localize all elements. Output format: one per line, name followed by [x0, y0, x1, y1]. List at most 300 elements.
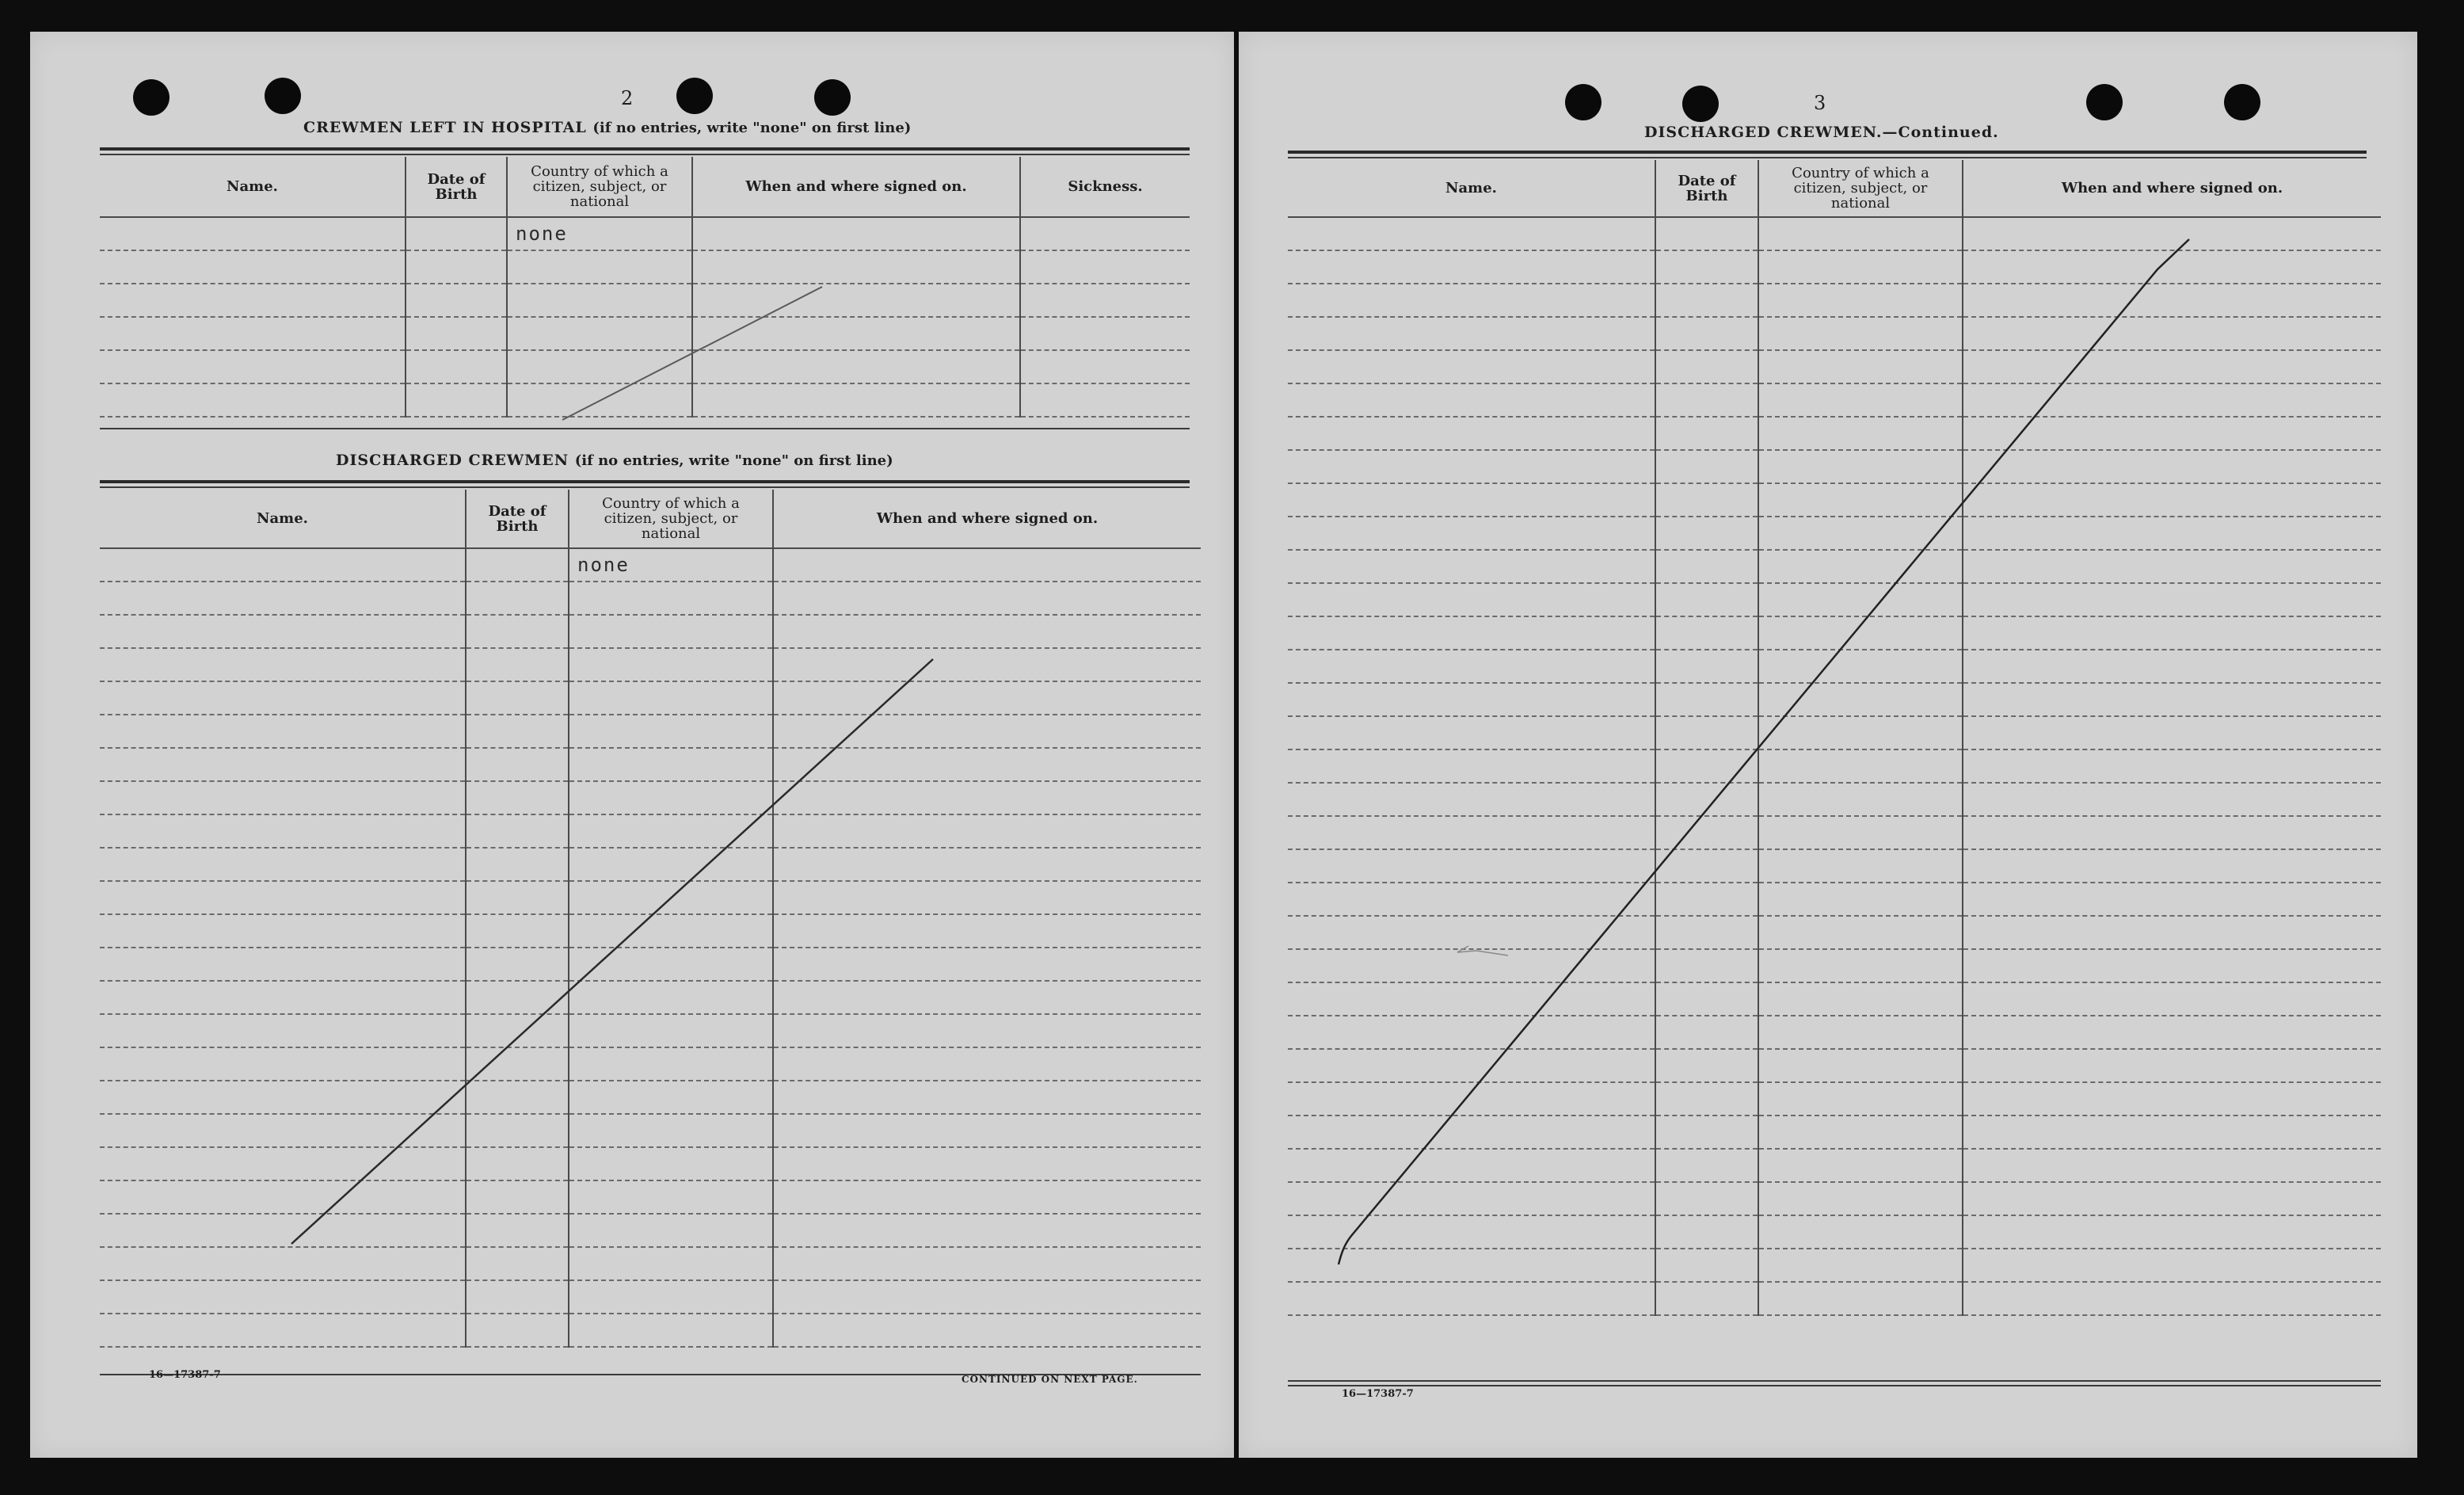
cell [1758, 417, 1963, 450]
cell [773, 582, 1201, 615]
cell [1288, 1016, 1655, 1049]
cell [100, 1047, 466, 1081]
col-dob-header: Date of Birth [406, 157, 507, 217]
cell [773, 814, 1201, 848]
table-row [1288, 716, 2381, 749]
cell [1020, 383, 1190, 417]
cell [1655, 317, 1758, 350]
table-row [100, 317, 1190, 350]
cell [1288, 550, 1655, 583]
table-row [1288, 483, 2381, 517]
cell [1655, 683, 1758, 716]
cell [773, 948, 1201, 981]
table-row [1288, 1182, 2381, 1215]
cell [100, 1147, 466, 1180]
cell [1963, 1215, 2381, 1249]
table-row [1288, 284, 2381, 317]
table-row [1288, 816, 2381, 849]
cell [1758, 583, 1963, 616]
cell [1655, 849, 1758, 883]
table-row [100, 681, 1201, 715]
cell [100, 317, 406, 350]
punch-hole [676, 78, 713, 114]
cell [569, 1314, 773, 1347]
table-row [100, 1180, 1201, 1214]
table-row [100, 1147, 1201, 1180]
table-row [100, 615, 1201, 648]
cell [1655, 1249, 1758, 1282]
cell [100, 848, 466, 881]
table-row [100, 582, 1201, 615]
table-row [100, 284, 1190, 317]
cell [1288, 250, 1655, 284]
cell [1758, 1249, 1963, 1282]
hospital-table-body [100, 217, 1190, 417]
cell [466, 814, 569, 848]
table-row [100, 1214, 1201, 1247]
cell [100, 582, 466, 615]
cell [1655, 916, 1758, 949]
cell [773, 1014, 1201, 1047]
cell [569, 1180, 773, 1214]
table-row [100, 914, 1201, 948]
table-row [100, 217, 1190, 250]
cell [1963, 883, 2381, 916]
cell [466, 948, 569, 981]
cell [100, 1314, 466, 1347]
cell [1963, 1016, 2381, 1049]
table-bottom-rule [1288, 1380, 2381, 1382]
cell [569, 582, 773, 615]
punch-hole [2086, 84, 2123, 120]
discharged-title-note: (if no entries, write "none" on first line) [574, 452, 893, 469]
cell [100, 1014, 466, 1047]
cell [507, 350, 692, 383]
cell [1288, 849, 1655, 883]
cell [1020, 217, 1190, 250]
cell [569, 781, 773, 814]
cell [1963, 383, 2381, 417]
cell [1963, 284, 2381, 317]
cell [1288, 1149, 1655, 1182]
cell [466, 1180, 569, 1214]
cell [466, 981, 569, 1014]
cell [1963, 650, 2381, 683]
table-row [1288, 1215, 2381, 1249]
cell [569, 914, 773, 948]
cell [773, 1114, 1201, 1147]
table-row [100, 1280, 1201, 1314]
cell [100, 1180, 466, 1214]
table-row [100, 781, 1201, 814]
cell [1963, 417, 2381, 450]
cell [773, 648, 1201, 681]
cell [1963, 550, 2381, 583]
cell [507, 317, 692, 350]
table-row [100, 1047, 1201, 1081]
table-row [100, 881, 1201, 914]
cell [1655, 949, 1758, 982]
hospital-title-text: CREWMEN LEFT IN HOSPITAL [303, 119, 587, 136]
cell [1963, 616, 2381, 650]
table-row [100, 1314, 1201, 1347]
table-row [1288, 583, 2381, 616]
cell [1288, 450, 1655, 483]
cell [466, 781, 569, 814]
table-row [100, 250, 1190, 284]
cell [569, 881, 773, 914]
table-top-rule [100, 147, 1190, 151]
cell [1655, 616, 1758, 650]
table-row [100, 648, 1201, 681]
table-row [1288, 1016, 2381, 1049]
table-bottom-rule [100, 428, 1190, 429]
hospital-title-note: (if no entries, write "none" on first line) [592, 120, 912, 136]
right-page [1239, 32, 2417, 1458]
cell [1963, 783, 2381, 816]
table-row [100, 383, 1190, 417]
cell [692, 217, 1020, 250]
table-row [1288, 849, 2381, 883]
cell [1655, 1182, 1758, 1215]
table-row [1288, 616, 2381, 650]
cell [1963, 217, 2381, 250]
col-country-header [1758, 160, 1963, 217]
table-row [1288, 1116, 2381, 1149]
continued-note: CONTINUED ON NEXT PAGE. [962, 1374, 1138, 1385]
cell [406, 317, 507, 350]
cell [1758, 250, 1963, 284]
cell [1963, 1149, 2381, 1182]
cell [1758, 483, 1963, 517]
cell [1655, 383, 1758, 417]
cell [773, 681, 1201, 715]
cell [569, 814, 773, 848]
cell [1288, 1082, 1655, 1116]
cell [1655, 816, 1758, 849]
table-row [1288, 350, 2381, 383]
cell [1758, 783, 1963, 816]
cell [100, 948, 466, 981]
cell [1758, 849, 1963, 883]
cell [100, 250, 406, 284]
table-row [100, 715, 1201, 748]
table-row [1288, 982, 2381, 1016]
cell [1655, 1116, 1758, 1149]
cell [1288, 217, 1655, 250]
cell [773, 1314, 1201, 1347]
cell [406, 217, 507, 250]
col-country-text: Country of which a citizen, subject, or national [531, 163, 668, 210]
cell [569, 615, 773, 648]
cell [1963, 483, 2381, 517]
cell [1655, 1215, 1758, 1249]
cell [773, 1247, 1201, 1280]
cell [1288, 683, 1655, 716]
cell [692, 383, 1020, 417]
cell [773, 548, 1201, 582]
table-row [100, 848, 1201, 881]
cell [466, 1047, 569, 1081]
table-top-rule [100, 154, 1190, 155]
cell [1288, 1249, 1655, 1282]
table-row [1288, 450, 2381, 483]
cell [569, 1280, 773, 1314]
cell [1655, 217, 1758, 250]
cell [773, 715, 1201, 748]
cell [1963, 1282, 2381, 1315]
cell [569, 1247, 773, 1280]
cell [569, 1114, 773, 1147]
cell [569, 681, 773, 715]
cell [100, 781, 466, 814]
table-row [1288, 883, 2381, 916]
cell [1963, 849, 2381, 883]
cell [1758, 1149, 1963, 1182]
cell [1655, 982, 1758, 1016]
cell [1963, 317, 2381, 350]
table-row [100, 814, 1201, 848]
discharged-section-title [336, 452, 893, 469]
col-country-header [507, 157, 692, 217]
cell [773, 1280, 1201, 1314]
table-row [1288, 650, 2381, 683]
cell [1655, 883, 1758, 916]
cell [1758, 749, 1963, 783]
cell [1758, 350, 1963, 383]
cell [1758, 383, 1963, 417]
col-sickness-header: Sickness. [1020, 157, 1190, 217]
punch-hole [1565, 84, 1601, 120]
cell [100, 981, 466, 1014]
table-bottom-rule [1288, 1385, 2381, 1386]
cell [1963, 1049, 2381, 1082]
cell [773, 1180, 1201, 1214]
cell [1288, 1049, 1655, 1082]
cell [1758, 1182, 1963, 1215]
cell [1655, 583, 1758, 616]
page-number: 2 [621, 87, 634, 109]
cell [1758, 1215, 1963, 1249]
cell [1758, 1049, 1963, 1082]
cell [406, 250, 507, 284]
col-signed-on-header: When and where signed on. [773, 490, 1201, 548]
cell [1963, 716, 2381, 749]
col-name-header: Name. [100, 490, 466, 548]
cell [1963, 350, 2381, 383]
cell [569, 1147, 773, 1180]
cell [100, 1280, 466, 1314]
col-dob-header: Date of Birth [1655, 160, 1758, 217]
cell [1288, 816, 1655, 849]
cell [1288, 517, 1655, 550]
discharged-table [100, 490, 1201, 1348]
table-top-rule [1288, 157, 2367, 158]
cell [1655, 1082, 1758, 1116]
cell [100, 814, 466, 848]
cell [1963, 583, 2381, 616]
cell [100, 1114, 466, 1147]
cell [1963, 949, 2381, 982]
cell [1963, 749, 2381, 783]
table-row [1288, 417, 2381, 450]
cell [406, 350, 507, 383]
cell [466, 648, 569, 681]
cell [1963, 916, 2381, 949]
cell [1655, 250, 1758, 284]
table-row [1288, 916, 2381, 949]
table-row [100, 1014, 1201, 1047]
cell [1020, 284, 1190, 317]
table-row [1288, 1249, 2381, 1282]
table-row [100, 981, 1201, 1014]
discharged-continued-title: DISCHARGED CREWMEN.—Continued. [1644, 124, 1999, 141]
cell [1758, 616, 1963, 650]
cell [1288, 1215, 1655, 1249]
cell [100, 615, 466, 648]
punch-hole [133, 79, 169, 116]
table-top-rule [100, 480, 1190, 483]
cell [406, 284, 507, 317]
cell [1288, 483, 1655, 517]
col-dob-header: Date of Birth [466, 490, 569, 548]
col-signed-on-header: When and where signed on. [692, 157, 1020, 217]
cell [1655, 350, 1758, 383]
cell [773, 1047, 1201, 1081]
cell [466, 1147, 569, 1180]
cell [1288, 1182, 1655, 1215]
cell [569, 1014, 773, 1047]
cell [1655, 417, 1758, 450]
table-row [1288, 217, 2381, 250]
cell [100, 914, 466, 948]
cell [1020, 317, 1190, 350]
cell [100, 548, 466, 582]
cell [692, 250, 1020, 284]
cell [1963, 982, 2381, 1016]
table-row [100, 948, 1201, 981]
table-top-rule [100, 486, 1190, 488]
cell [1288, 749, 1655, 783]
cell [1288, 949, 1655, 982]
cell [1758, 982, 1963, 1016]
cell [100, 383, 406, 417]
cell [773, 981, 1201, 1014]
cell [569, 748, 773, 781]
cell [100, 350, 406, 383]
cell [100, 715, 466, 748]
cell [1288, 284, 1655, 317]
cell [1655, 284, 1758, 317]
cell [466, 1314, 569, 1347]
cell [100, 748, 466, 781]
table-row [1288, 783, 2381, 816]
cell [569, 648, 773, 681]
cell [466, 848, 569, 881]
table-row [1288, 749, 2381, 783]
table-row [100, 548, 1201, 582]
cell [1288, 1116, 1655, 1149]
cell [773, 615, 1201, 648]
cell [100, 648, 466, 681]
punch-hole [1682, 86, 1719, 122]
cell [507, 217, 692, 250]
cell [100, 681, 466, 715]
table-row [1288, 317, 2381, 350]
cell [773, 848, 1201, 881]
cell [773, 1147, 1201, 1180]
cell [1758, 816, 1963, 849]
cell [569, 981, 773, 1014]
cell [569, 715, 773, 748]
cell [507, 284, 692, 317]
cell [100, 1081, 466, 1114]
cell [1655, 550, 1758, 583]
col-name-header: Name. [1288, 160, 1655, 217]
cell [1758, 916, 1963, 949]
cell [1758, 317, 1963, 350]
cell [100, 1247, 466, 1280]
left-page [30, 32, 1234, 1458]
cell [466, 1081, 569, 1114]
table-row [1288, 1282, 2381, 1315]
cell [1020, 350, 1190, 383]
cell [773, 781, 1201, 814]
col-country-text: Country of which a citizen, subject, or national [1792, 165, 1929, 212]
table-top-rule [1288, 151, 2367, 154]
cell [1655, 1016, 1758, 1049]
cell [1758, 284, 1963, 317]
cell [466, 1280, 569, 1314]
cell [507, 250, 692, 284]
cell [1758, 550, 1963, 583]
cell [569, 1214, 773, 1247]
cell [773, 1214, 1201, 1247]
cell [100, 881, 466, 914]
cell [100, 1214, 466, 1247]
cell [1655, 749, 1758, 783]
cell [466, 1014, 569, 1047]
cell [1758, 517, 1963, 550]
cell [1655, 716, 1758, 749]
cell [773, 748, 1201, 781]
cell [569, 848, 773, 881]
hospital-table [100, 157, 1190, 418]
cell [466, 914, 569, 948]
cell [773, 881, 1201, 914]
cell [466, 582, 569, 615]
cell [1288, 616, 1655, 650]
cell [1963, 1082, 2381, 1116]
cell [1655, 783, 1758, 816]
cell [466, 1214, 569, 1247]
table-row [1288, 1049, 2381, 1082]
col-signed-on-header: When and where signed on. [1963, 160, 2381, 217]
cell [1963, 1116, 2381, 1149]
col-country-text: Country of which a citizen, subject, or national [602, 495, 740, 542]
cell [1963, 683, 2381, 716]
cell [1655, 650, 1758, 683]
cell [1655, 517, 1758, 550]
form-code: 16—17387-7 [149, 1369, 221, 1381]
cell [1288, 883, 1655, 916]
cell [1288, 350, 1655, 383]
table-row [100, 350, 1190, 383]
table-row [1288, 250, 2381, 284]
col-name-header: Name. [100, 157, 406, 217]
cell [1288, 650, 1655, 683]
table-row [1288, 683, 2381, 716]
